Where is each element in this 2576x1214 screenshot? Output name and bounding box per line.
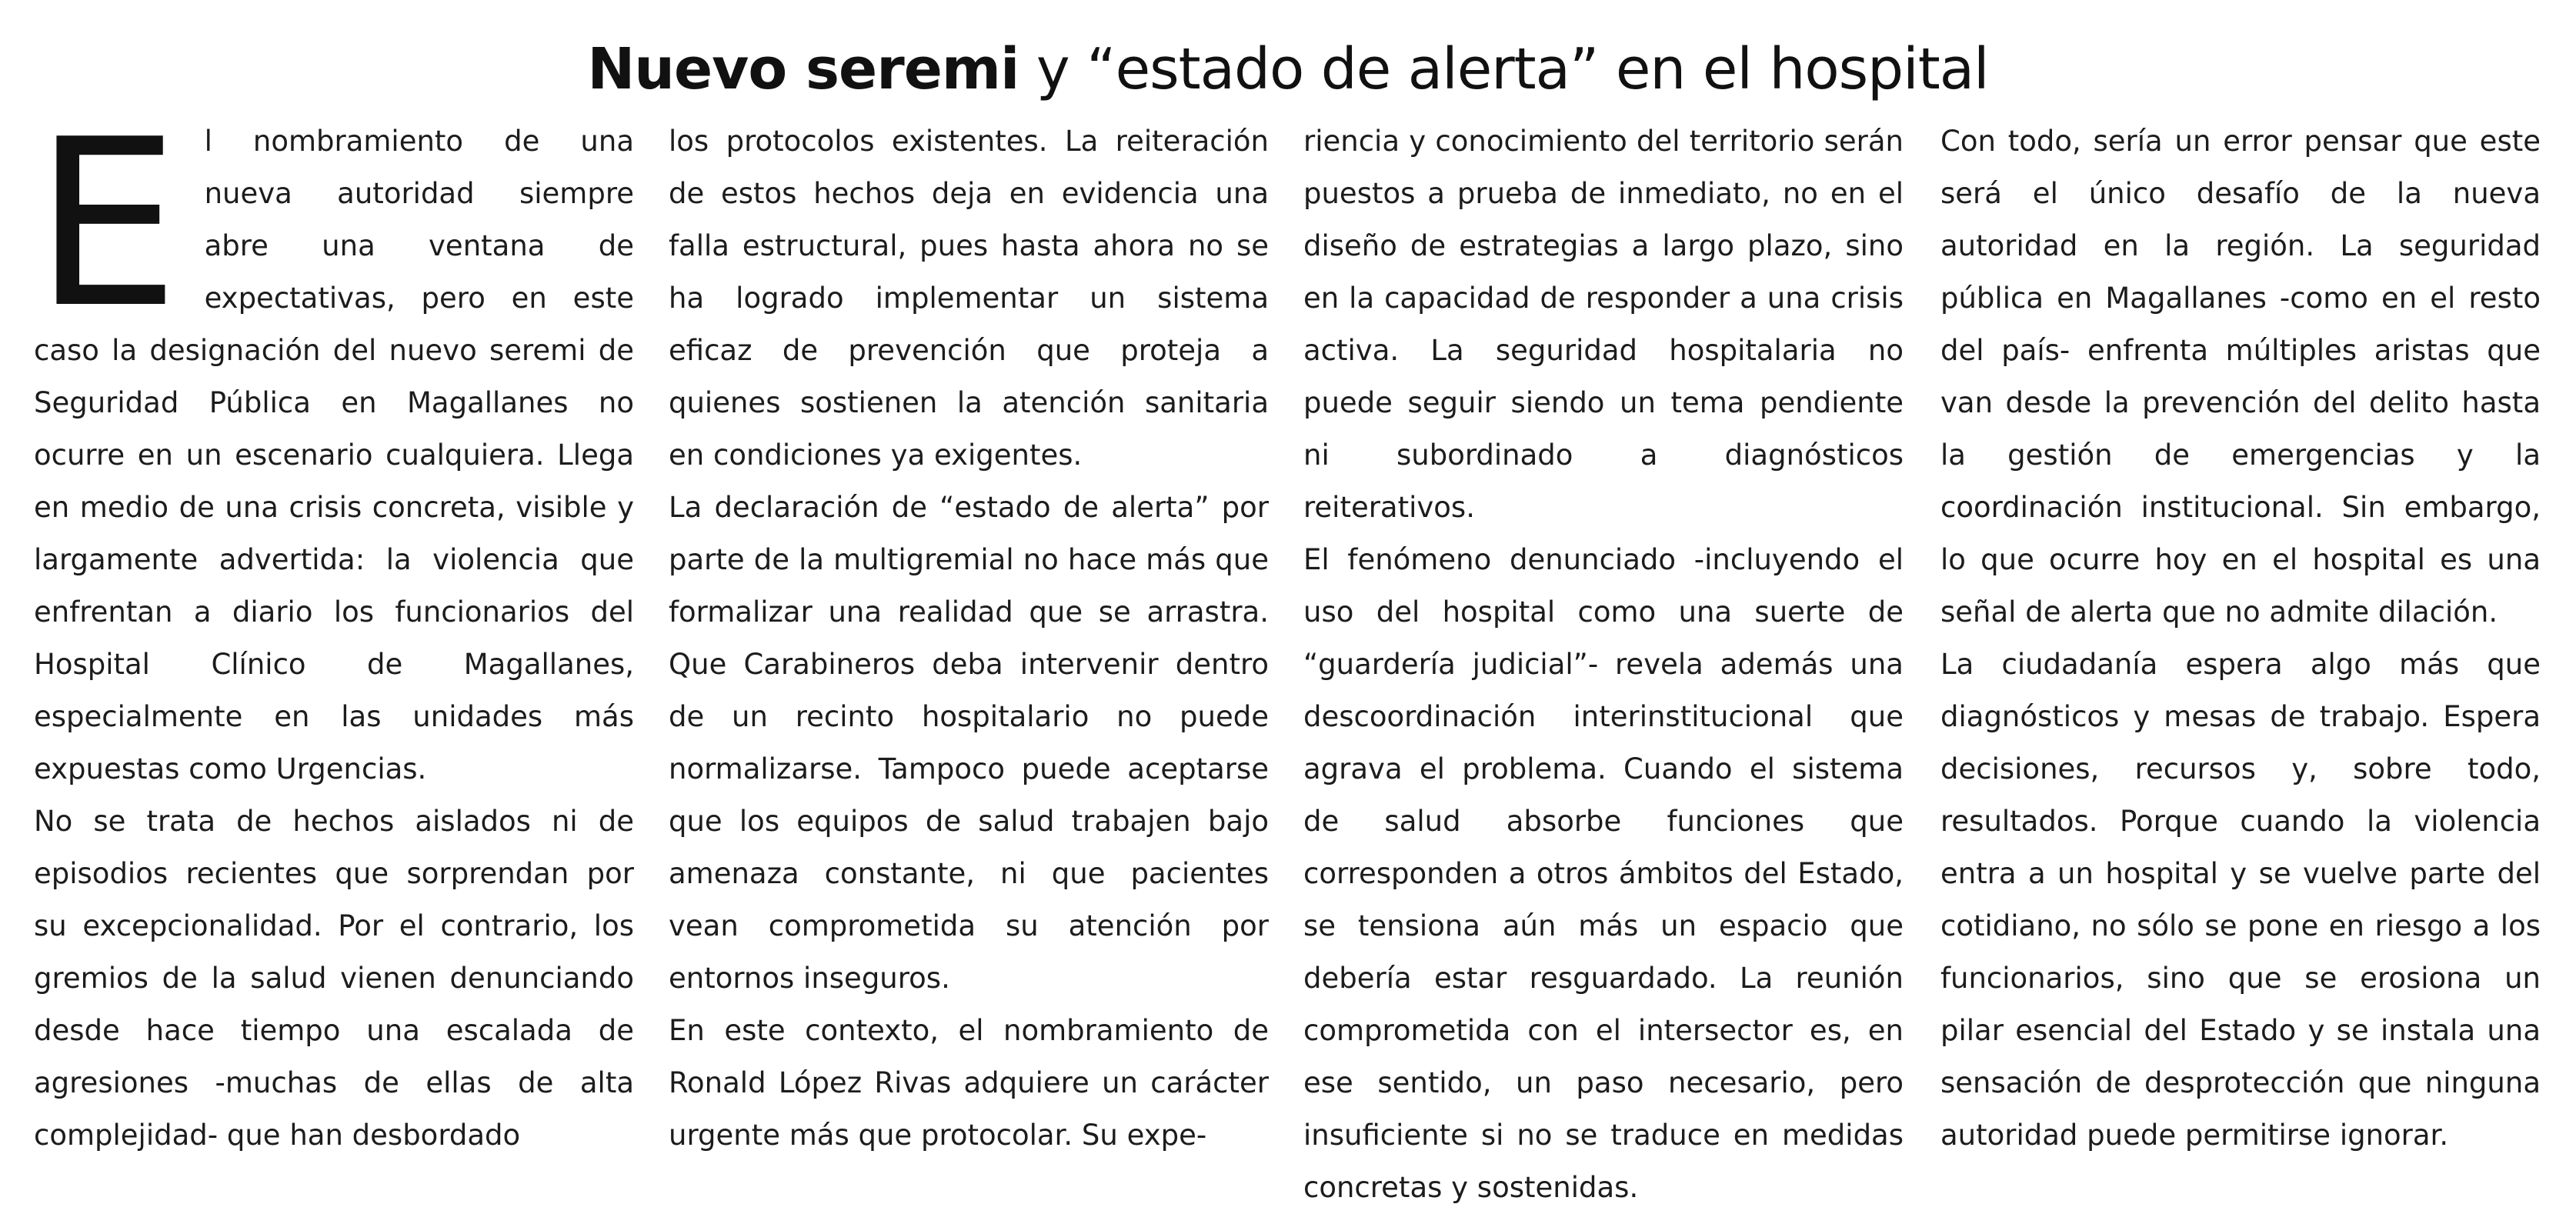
paragraph: La declaración de “estado de alerta” por parte de la multigremial no hace más que formalizar una realidad que se arrastra. Que Carabineros deba intervenir dentro de un recinto hospitalario no puede normalizarse. Tampoco puede aceptarse que los equipos de salud trabajen bajo amenaza constante, ni que pacientes vean comprometida su atención por entornos inseguros. (669, 491, 1269, 995)
paragraph: La ciudadanía espera algo más que diagnósticos y mesas de trabajo. Espera decisiones, recursos y, sobre todo, resultados. Porque cuando la violencia entra a un hospital y se vuelve parte del cotidiano, no sólo se pone en riesgo a los funcionarios, sino que se erosiona un pilar esencial del Estado y se instala una sensación de desprotección que ninguna autoridad puede permitirse ignorar. (1940, 648, 2541, 1152)
paragraph: l nombramiento de una nueva autoridad siempre abre una ventana de expectativas, pero en este caso la designación del nuevo seremi de Seguridad Pública en Magallanes no ocurre en un escenario cualquiera. Llega en medio de una crisis concreta, visible y largamente advertida: la violencia que enfrentan a diario los funcionarios del Hospital Clínico de Magallanes, especialmente en las unidades más expuestas como Urgencias. (34, 125, 634, 785)
headline (0, 31, 2576, 108)
paragraph: No se trata de hechos aislados ni de episodios recientes que sorprendan por su excepcionalidad. Por el contrario, los gremios de la salud vienen denunciando desde hace tiempo una escalada de agresiones -muchas de ellas de alta complejidad- que han desbordado (34, 805, 634, 1152)
column-4 (1940, 115, 2541, 1152)
paragraph: Con todo, sería un error pensar que este será el único desafío de la nueva autoridad en la región. La seguridad pública en Magallanes -como en el resto del país- enfrenta múltiples aristas que van desde la prevención del delito hasta la gestión de emergencias y la coordinación institucional. Sin embargo, lo que ocurre hoy en el hospital es una señal de alerta que no admite dilación. (1940, 125, 2541, 629)
headline-bold: Nuevo seremi (587, 36, 1019, 102)
headline-rest: y “estado de alerta” en el hospital (1019, 36, 1989, 102)
column-1 (34, 90, 634, 1152)
drop-cap: E (34, 90, 180, 359)
paragraph: los protocolos existentes. La reiteración de estos hechos deja en evidencia una falla estructural, pues hasta ahora no se ha logrado implementar un sistema eficaz de prevención que proteja a quienes sostienen la atención sanitaria en condiciones ya exigentes. (669, 125, 1269, 472)
paragraph: riencia y conocimiento del territorio serán puestos a prueba de inmediato, no en el diseño de estrategias a largo plazo, sino en la capacidad de responder a una crisis activa. La seguridad hospitalaria no puede seguir siendo un tema pendiente ni subordinado a diagnósticos reiterativos. (1303, 125, 1904, 524)
column-3 (1303, 115, 1904, 1204)
column-2 (669, 115, 1269, 1152)
paragraph: En este contexto, el nombramiento de Ronald López Rivas adquiere un carácter urgente más que protocolar. Su expe- (669, 1014, 1269, 1152)
article-columns (34, 90, 2544, 1204)
paragraph: El fenómeno denunciado -incluyendo el uso del hospital como una suerte de “guardería judicial”- revela además una descoordinación interinstitucional que agrava el problema. Cuando el sistema de salud absorbe funciones que corresponden a otros ámbitos del Estado, se tensiona aún más un espacio que debería estar resguardado. La reunión comprometida con el intersector es, en ese sentido, un paso necesario, pero insuficiente si no se traduce en medidas concretas y sostenidas. (1303, 543, 1904, 1204)
